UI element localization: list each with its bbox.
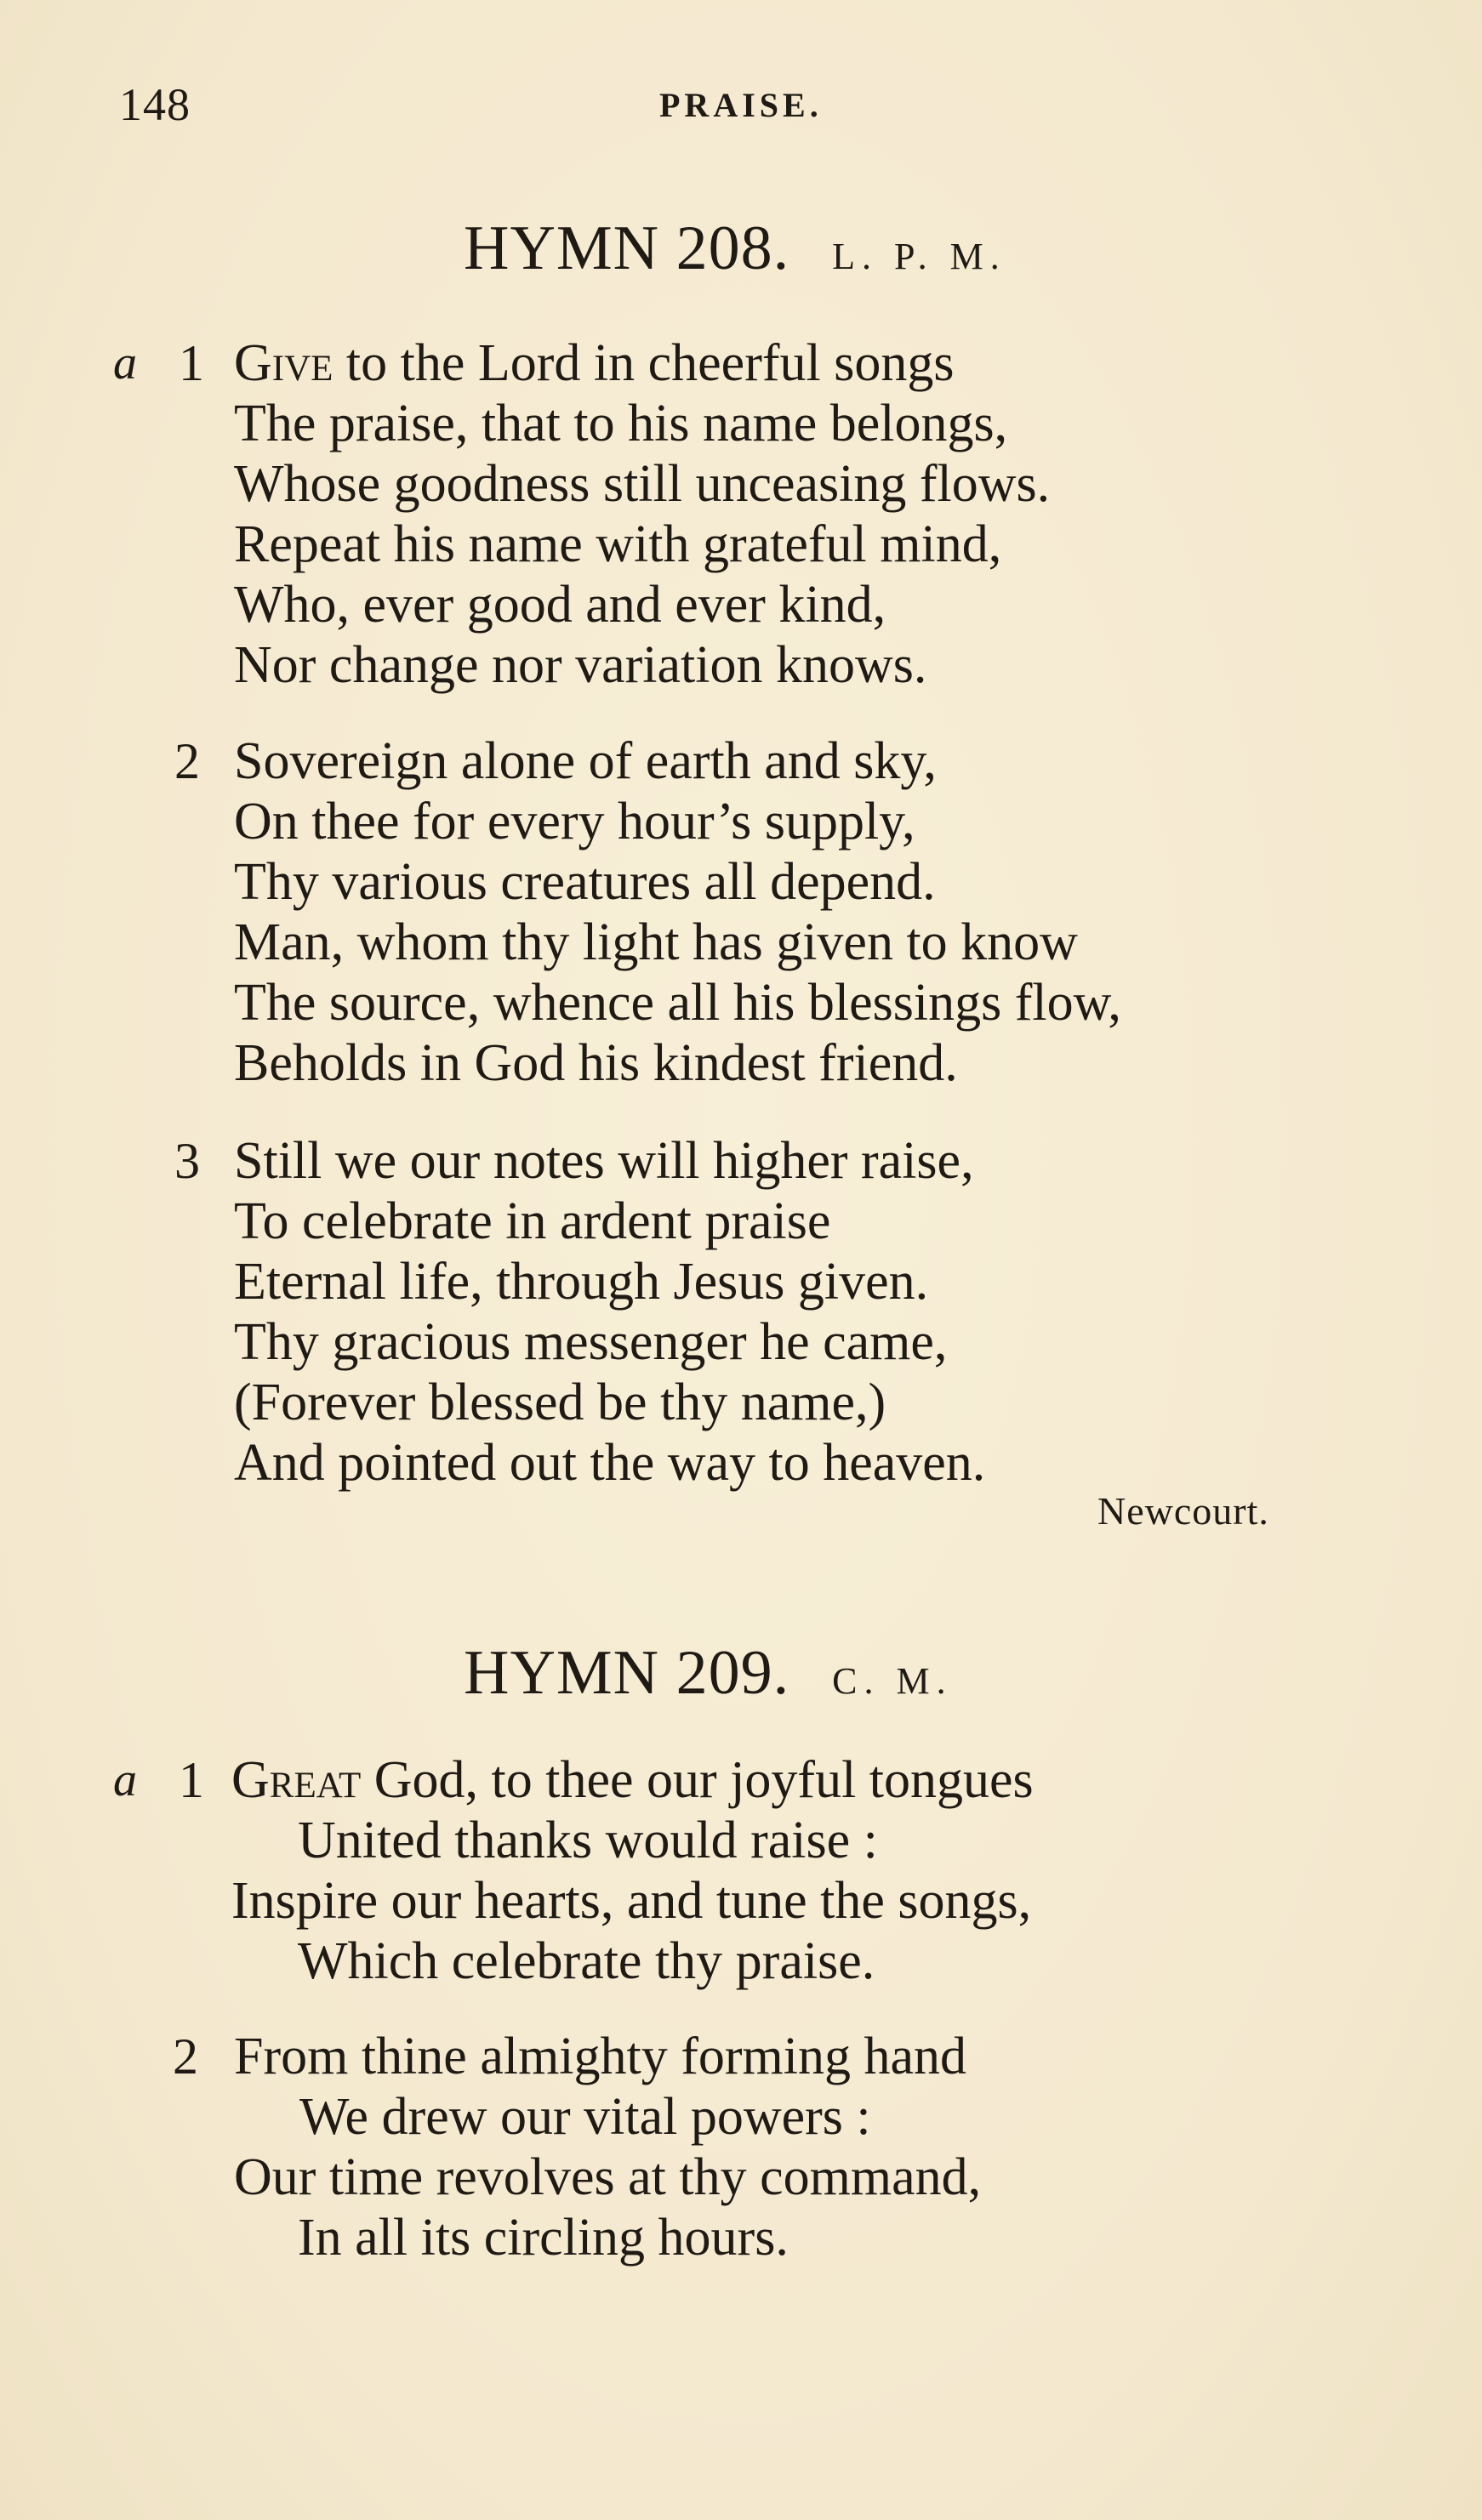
line-text: From thine almighty forming hand <box>234 2028 967 2085</box>
stanza-number: 1 <box>179 335 204 391</box>
line-text: Inspire our hearts, and tune the songs, <box>231 1872 1032 1930</box>
hymn-meter: L. P. M. <box>832 236 1006 277</box>
line-text: Our time revolves at thy command, <box>234 2148 982 2206</box>
stanza-line <box>0 913 1482 973</box>
stanza-first-word: Give <box>234 334 333 392</box>
stanza-number: 1 <box>179 1752 204 1808</box>
stanza-line <box>0 2087 1482 2147</box>
stanza-number: 2 <box>174 733 200 789</box>
line-text: To celebrate in ardent praise <box>234 1192 831 1250</box>
line-text: Nor change nor variation knows. <box>234 636 927 694</box>
stanza-line <box>0 1373 1482 1433</box>
stanza-line <box>0 2027 1482 2087</box>
stanza-line <box>0 852 1482 913</box>
line-text: We drew our vital powers : <box>299 2088 871 2146</box>
stanza-line <box>0 1931 1482 1992</box>
stanza-first-rest: to the Lord in cheerful songs <box>333 334 955 392</box>
line-text: Thy gracious messenger he came, <box>234 1313 948 1371</box>
line-text: Still we our notes will higher raise, <box>234 1132 974 1190</box>
stanza-line <box>0 575 1482 635</box>
hymn-208-stanza-2 <box>0 731 1482 1094</box>
stanza-line <box>0 1750 1482 1811</box>
stanza-line <box>0 1033 1482 1094</box>
stanza-line <box>0 731 1482 792</box>
stanza-first-line <box>231 1750 1034 1811</box>
line-text: Repeat his name with grateful mind, <box>234 515 1002 573</box>
stanza-line <box>0 2208 1482 2268</box>
stanza-line <box>0 515 1482 575</box>
hymn-209-title <box>0 1637 1482 1709</box>
hymn-208-title <box>0 213 1482 285</box>
stanza-line <box>0 1252 1482 1312</box>
stanza-first-rest: God, to thee our joyful tongues <box>361 1751 1034 1809</box>
stanza-line <box>0 454 1482 515</box>
line-text: Beholds in God his kindest friend. <box>234 1034 958 1092</box>
line-text: Man, whom thy light has given to know <box>234 913 1078 971</box>
stanza-first-line <box>234 333 954 394</box>
line-text: Thy various creatures all depend. <box>234 853 936 911</box>
stanza-line <box>0 2147 1482 2208</box>
line-text: Whose goodness still unceasing flows. <box>234 455 1051 513</box>
stanza-line <box>0 1871 1482 1931</box>
running-head <box>0 78 1482 129</box>
line-text: Who, ever good and ever kind, <box>234 576 886 634</box>
line-text: Eternal life, through Jesus given. <box>234 1253 929 1311</box>
hymn-number: HYMN 209. <box>464 1638 790 1708</box>
line-text: The praise, that to his name belongs, <box>234 395 1008 452</box>
stanza-number: 3 <box>174 1133 200 1189</box>
line-text: United thanks would raise : <box>298 1812 878 1869</box>
hymn-208-stanza-1 <box>0 333 1482 696</box>
stanza-marker: a <box>113 337 137 390</box>
hymn-author: Newcourt. <box>1097 1489 1269 1533</box>
stanza-line <box>0 1312 1482 1373</box>
page-number: 148 <box>119 79 191 130</box>
stanza-line <box>0 792 1482 852</box>
line-text: Sovereign alone of earth and sky, <box>234 732 937 790</box>
stanza-line <box>0 973 1482 1033</box>
line-text: And pointed out the way to heaven. <box>234 1434 986 1492</box>
line-text: In all its circling hours. <box>298 2209 789 2267</box>
line-text: (Forever blessed be thy name,) <box>234 1374 886 1431</box>
stanza-marker: a <box>113 1754 137 1806</box>
hymn-209-stanza-1 <box>0 1750 1482 1992</box>
stanza-line <box>0 1433 1482 1493</box>
stanza-line <box>0 1192 1482 1252</box>
hymn-meter: C. M. <box>832 1660 953 1702</box>
line-text: The source, whence all his blessings flow, <box>234 974 1121 1032</box>
line-text: Which celebrate thy praise. <box>298 1932 875 1990</box>
hymn-number: HYMN 208. <box>464 213 790 283</box>
stanza-first-word: Great <box>231 1751 362 1809</box>
stanza-line <box>0 1811 1482 1871</box>
stanza-line <box>0 333 1482 394</box>
stanza-line <box>0 635 1482 696</box>
running-title: PRAISE. <box>659 86 823 124</box>
line-text: On thee for every hour’s supply, <box>234 793 915 850</box>
hymn-208-stanza-3 <box>0 1131 1482 1493</box>
stanza-line <box>0 1131 1482 1192</box>
hymn-209-stanza-2 <box>0 2027 1482 2268</box>
stanza-number: 2 <box>173 2028 198 2085</box>
stanza-line <box>0 394 1482 454</box>
